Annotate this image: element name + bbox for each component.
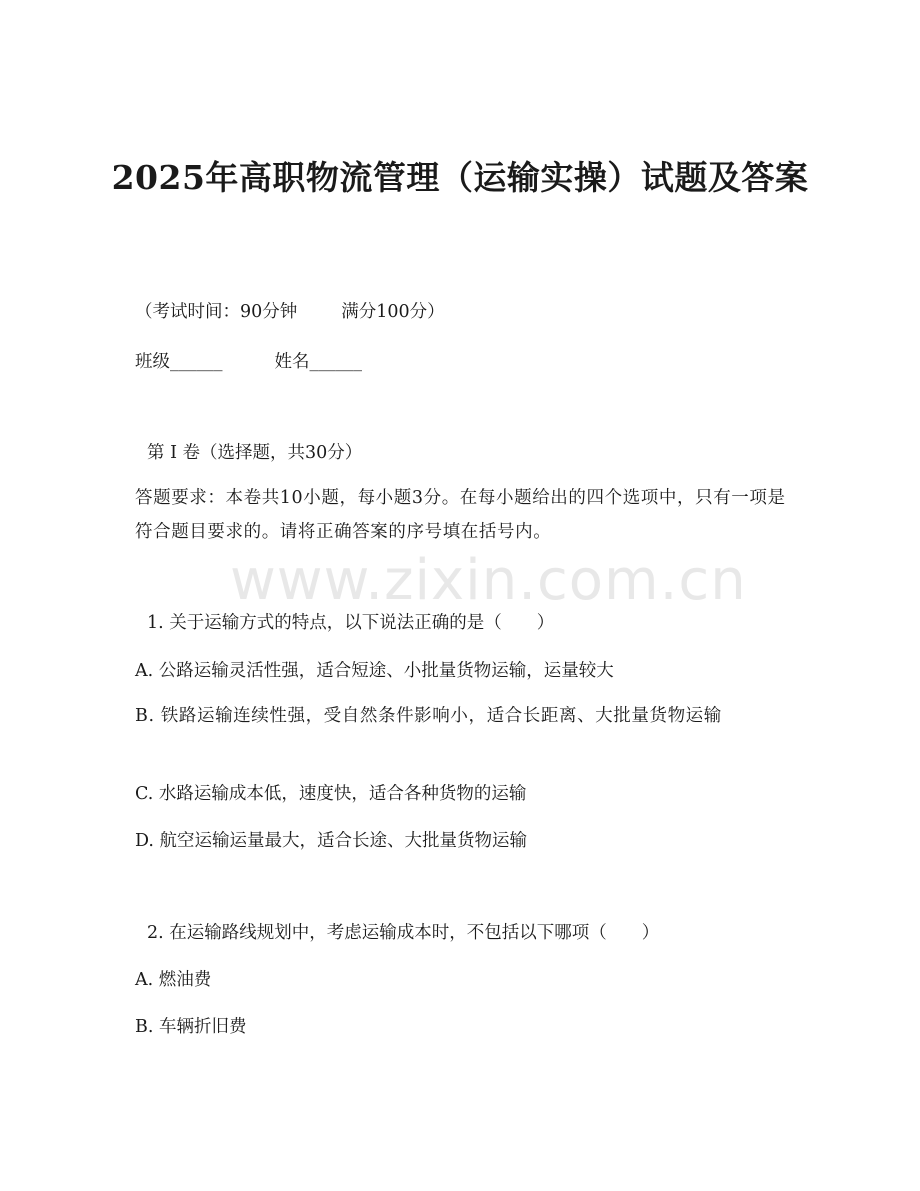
section-instructions: 答题要求：本卷共10小题，每小题3分。在每小题给出的四个选项中，只有一项是符合题目要求的。请将正确答案的序号填在括号内。 — [135, 488, 786, 542]
watermark: www.zixin.com.cn — [230, 548, 747, 613]
name-field: 姓名______ — [274, 352, 362, 372]
section-heading: 第 I 卷（选择题，共30分） — [147, 443, 363, 463]
class-field: 班级______ — [135, 352, 223, 372]
student-fields — [135, 349, 362, 375]
question-2-stem: 2. 在运输路线规划中，考虑运输成本时，不包括以下哪项（ ） — [147, 923, 660, 943]
question-1-option-c: C. 水路运输成本低，速度快，适合各种货物的运输 — [135, 784, 527, 804]
question-1-option-b: B. 铁路运输连续性强，受自然条件影响小，适合长距离、大批量货物运输 — [135, 706, 722, 726]
exam-info — [135, 299, 445, 325]
question-1-stem: 1. 关于运输方式的特点，以下说法正确的是（ ） — [147, 613, 555, 633]
exam-time: （考试时间：90分钟 — [135, 302, 298, 322]
question-2-option-a: A. 燃油费 — [135, 970, 212, 990]
exam-full-score: 满分100分） — [341, 302, 445, 322]
question-2-option-b: B. 车辆折旧费 — [135, 1017, 247, 1037]
document-title: 2025年高职物流管理（运输实操）试题及答案 — [111, 158, 809, 197]
question-1-option-a: A. 公路运输灵活性强，适合短途、小批量货物运输，运量较大 — [135, 661, 614, 681]
question-1-option-d: D. 航空运输运量最大，适合长途、大批量货物运输 — [135, 831, 528, 851]
